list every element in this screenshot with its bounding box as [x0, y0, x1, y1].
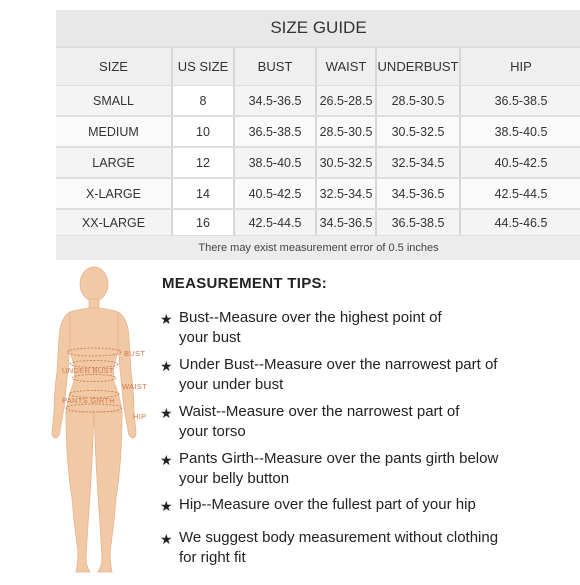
cell-us-size: 10 — [173, 117, 235, 146]
tip-line: Under Bust--Measure over the narrowest part of — [179, 356, 498, 373]
tip-line: your bust — [179, 329, 241, 346]
label-hip: HIP — [133, 412, 147, 421]
label-bust: BUST — [124, 349, 146, 358]
star-icon: ★ — [160, 531, 173, 547]
table-row — [56, 210, 580, 235]
cell-bust: 42.5-44.5 — [235, 210, 317, 235]
cell-bust: 34.5-36.5 — [235, 86, 317, 115]
tips-heading: MEASUREMENT TIPS: — [162, 275, 328, 292]
table-row — [56, 117, 580, 146]
cell-size: LARGE — [56, 148, 173, 177]
cell-us-size: 16 — [173, 210, 235, 235]
cell-size: XX-LARGE — [56, 210, 173, 235]
cell-hip: 40.5-42.5 — [494, 155, 548, 170]
header-hip: HIP — [510, 59, 532, 74]
header-underbust: UNDERBUST — [377, 48, 461, 85]
cell-hip: 44.5-46.5 — [494, 215, 548, 230]
star-icon: ★ — [160, 358, 173, 374]
cell-hip: 42.5-44.5 — [494, 186, 548, 201]
cell-waist: 32.5-34.5 — [317, 179, 377, 208]
table-row — [56, 179, 580, 208]
table-header-row — [56, 48, 580, 85]
tip-line: Bust--Measure over the highest point of — [179, 309, 442, 326]
cell-underbust: 32.5-34.5 — [377, 148, 461, 177]
header-us-size: US SIZE — [173, 48, 235, 85]
tip-line: Waist--Measure over the narrowest part of — [179, 403, 460, 420]
cell-waist: 30.5-32.5 — [317, 148, 377, 177]
body-figure — [50, 262, 175, 580]
tip-line: for right fit — [179, 549, 246, 566]
tip-line: We suggest body measurement without clothing — [179, 529, 499, 546]
cell-size: SMALL — [56, 86, 173, 115]
label-waist: WAIST — [122, 382, 147, 391]
cell-hip: 36.5-38.5 — [494, 93, 548, 108]
cell-bust: 40.5-42.5 — [235, 179, 317, 208]
table-row — [56, 86, 580, 115]
cell-waist: 34.5-36.5 — [317, 210, 377, 235]
label-under-bust: UNDER BUST — [62, 366, 114, 375]
cell-bust: 38.5-40.5 — [235, 148, 317, 177]
tip-line: Hip--Measure over the fullest part of your hip — [179, 496, 476, 513]
body-silhouette — [50, 262, 175, 580]
cell-underbust: 30.5-32.5 — [377, 117, 461, 146]
cell-us-size: 14 — [173, 179, 235, 208]
star-icon: ★ — [160, 405, 173, 421]
cell-us-size: 8 — [173, 86, 235, 115]
cell-size: MEDIUM — [56, 117, 173, 146]
cell-bust: 36.5-38.5 — [235, 117, 317, 146]
header-size: SIZE — [56, 48, 173, 85]
tip-line: your belly button — [179, 470, 290, 487]
measurement-error-note: There may exist measurement error of 0.5 inches — [56, 236, 580, 260]
star-icon: ★ — [160, 311, 173, 327]
cell-underbust: 34.5-36.5 — [377, 179, 461, 208]
tip-line: your torso — [179, 423, 246, 440]
star-icon: ★ — [160, 498, 173, 514]
cell-waist: 28.5-30.5 — [317, 117, 377, 146]
tip-line: Pants Girth--Measure over the pants girth below — [179, 450, 499, 467]
label-pants-girth: PANTS GIRTH — [62, 396, 116, 405]
header-bust: BUST — [235, 48, 317, 85]
cell-underbust: 36.5-38.5 — [377, 210, 461, 235]
cell-us-size: 12 — [173, 148, 235, 177]
star-icon: ★ — [160, 452, 173, 468]
size-guide-table — [56, 10, 580, 260]
table-row — [56, 148, 580, 177]
table-title: SIZE GUIDE — [56, 10, 580, 46]
cell-waist: 26.5-28.5 — [317, 86, 377, 115]
header-waist: WAIST — [317, 48, 377, 85]
tip-line: your under bust — [179, 376, 284, 393]
cell-underbust: 28.5-30.5 — [377, 86, 461, 115]
cell-size: X-LARGE — [56, 179, 173, 208]
cell-hip: 38.5-40.5 — [494, 124, 548, 139]
